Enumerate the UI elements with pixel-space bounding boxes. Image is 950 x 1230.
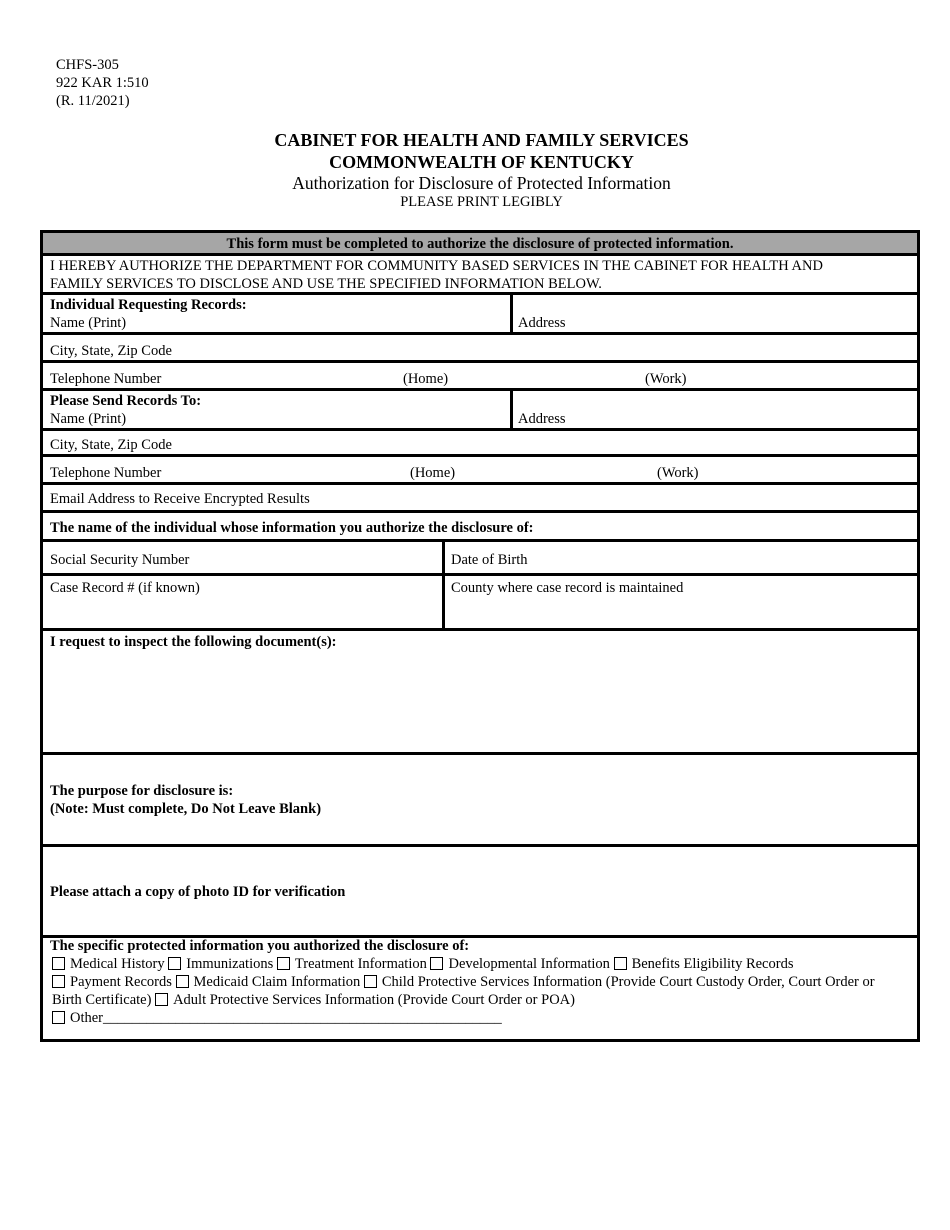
divider xyxy=(43,388,917,391)
form-identifier xyxy=(56,56,149,110)
authorization-form xyxy=(40,230,920,1042)
divider xyxy=(442,539,445,631)
option-developmental-information[interactable]: Developmental Information xyxy=(430,956,609,972)
checkbox[interactable] xyxy=(430,957,443,970)
recipient-home-phone-label: (Home) xyxy=(410,465,456,481)
checkbox[interactable] xyxy=(52,1011,65,1024)
recipient-email-field[interactable]: Email Address to Receive Encrypted Results xyxy=(50,491,310,507)
divider xyxy=(43,360,917,363)
recipient-address-field[interactable]: Address xyxy=(518,411,566,427)
form-banner: This form must be completed to authorize the disclosure of protected information. xyxy=(43,233,917,253)
checkbox[interactable] xyxy=(614,957,627,970)
option-treatment-information[interactable]: Treatment Information xyxy=(277,956,427,972)
subject-heading: The name of the individual whose information you authorize the disclosure of: xyxy=(50,520,534,536)
checkbox[interactable] xyxy=(277,957,290,970)
checkbox[interactable] xyxy=(176,975,189,988)
divider xyxy=(43,482,917,485)
ssn-field[interactable]: Social Security Number xyxy=(50,552,190,568)
requester-name-field[interactable]: Name (Print) xyxy=(50,315,127,331)
option-adult-protective-services[interactable]: Adult Protective Services Information (Provide Court Order or POA) xyxy=(155,992,575,1008)
recipient-city-field[interactable]: City, State, Zip Code xyxy=(50,437,172,453)
recipient-name-field[interactable]: Name (Print) xyxy=(50,411,127,427)
requester-address-field[interactable]: Address xyxy=(518,315,566,331)
requester-home-phone-label: (Home) xyxy=(403,371,449,387)
dob-field[interactable]: Date of Birth xyxy=(451,552,528,568)
option-benefits-eligibility-records[interactable]: Benefits Eligibility Records xyxy=(614,956,794,972)
case-record-field[interactable]: Case Record # (if known) xyxy=(50,580,200,596)
agency-title: CABINET FOR HEALTH AND FAMILY SERVICES xyxy=(274,130,689,150)
authorization-statement-line2: FAMILY SERVICES TO DISCLOSE AND USE THE SPECIFIED INFORMATION BELOW. xyxy=(50,276,602,292)
checkbox[interactable] xyxy=(168,957,181,970)
form-title: Authorization for Disclosure of Protected Information xyxy=(292,173,671,193)
specific-info-heading: The specific protected information you authorized the disclosure of: xyxy=(50,938,470,954)
option-other[interactable]: Other_______________________________________________________ xyxy=(52,1009,502,1027)
recipient-work-phone-label: (Work) xyxy=(657,465,699,481)
option-child-protective-services[interactable]: Child Protective Services Information (Provide Court Custody Order, Court Order or Birth Certificate) xyxy=(52,974,875,1008)
divider xyxy=(43,428,917,431)
state-title: COMMONWEALTH OF KENTUCKY xyxy=(329,152,634,172)
requester-work-phone-label: (Work) xyxy=(645,371,687,387)
option-payment-records[interactable]: Payment Records xyxy=(52,974,172,990)
divider xyxy=(510,292,513,332)
divider xyxy=(43,752,917,755)
option-immunizations[interactable]: Immunizations xyxy=(168,956,273,972)
form-code: CHFS-305 xyxy=(56,57,119,73)
requester-heading: Individual Requesting Records: xyxy=(50,297,247,313)
purpose-field[interactable]: The purpose for disclosure is: xyxy=(50,783,234,799)
divider xyxy=(43,573,917,576)
documents-field[interactable]: I request to inspect the following document(s): xyxy=(50,634,337,650)
print-instruction: PLEASE PRINT LEGIBLY xyxy=(400,194,563,210)
checkbox[interactable] xyxy=(364,975,377,988)
divider xyxy=(43,292,917,295)
requester-phone-field[interactable]: Telephone Number xyxy=(50,371,162,387)
divider xyxy=(43,844,917,847)
divider xyxy=(43,539,917,542)
divider xyxy=(43,253,917,256)
requester-city-field[interactable]: City, State, Zip Code xyxy=(50,343,172,359)
authorization-statement-line1: I HEREBY AUTHORIZE THE DEPARTMENT FOR COMMUNITY BASED SERVICES IN THE CABINET FOR HEALTH AND xyxy=(50,258,823,274)
divider xyxy=(43,332,917,335)
county-field[interactable]: County where case record is maintained xyxy=(451,580,684,596)
divider xyxy=(43,510,917,513)
divider xyxy=(43,454,917,457)
form-regulation: 922 KAR 1:510 xyxy=(56,75,149,91)
divider xyxy=(510,388,513,428)
recipient-heading: Please Send Records To: xyxy=(50,393,202,409)
specific-info-options xyxy=(52,955,905,1009)
checkbox[interactable] xyxy=(52,957,65,970)
divider xyxy=(43,628,917,631)
checkbox[interactable] xyxy=(52,975,65,988)
recipient-phone-field[interactable]: Telephone Number xyxy=(50,465,162,481)
option-medicaid-claim-information[interactable]: Medicaid Claim Information xyxy=(176,974,361,990)
photo-id-instruction: Please attach a copy of photo ID for verification xyxy=(50,884,346,900)
checkbox[interactable] xyxy=(155,993,168,1006)
form-revision: (R. 11/2021) xyxy=(56,93,130,109)
purpose-note: (Note: Must complete, Do Not Leave Blank) xyxy=(50,801,322,817)
option-medical-history[interactable]: Medical History xyxy=(52,956,165,972)
